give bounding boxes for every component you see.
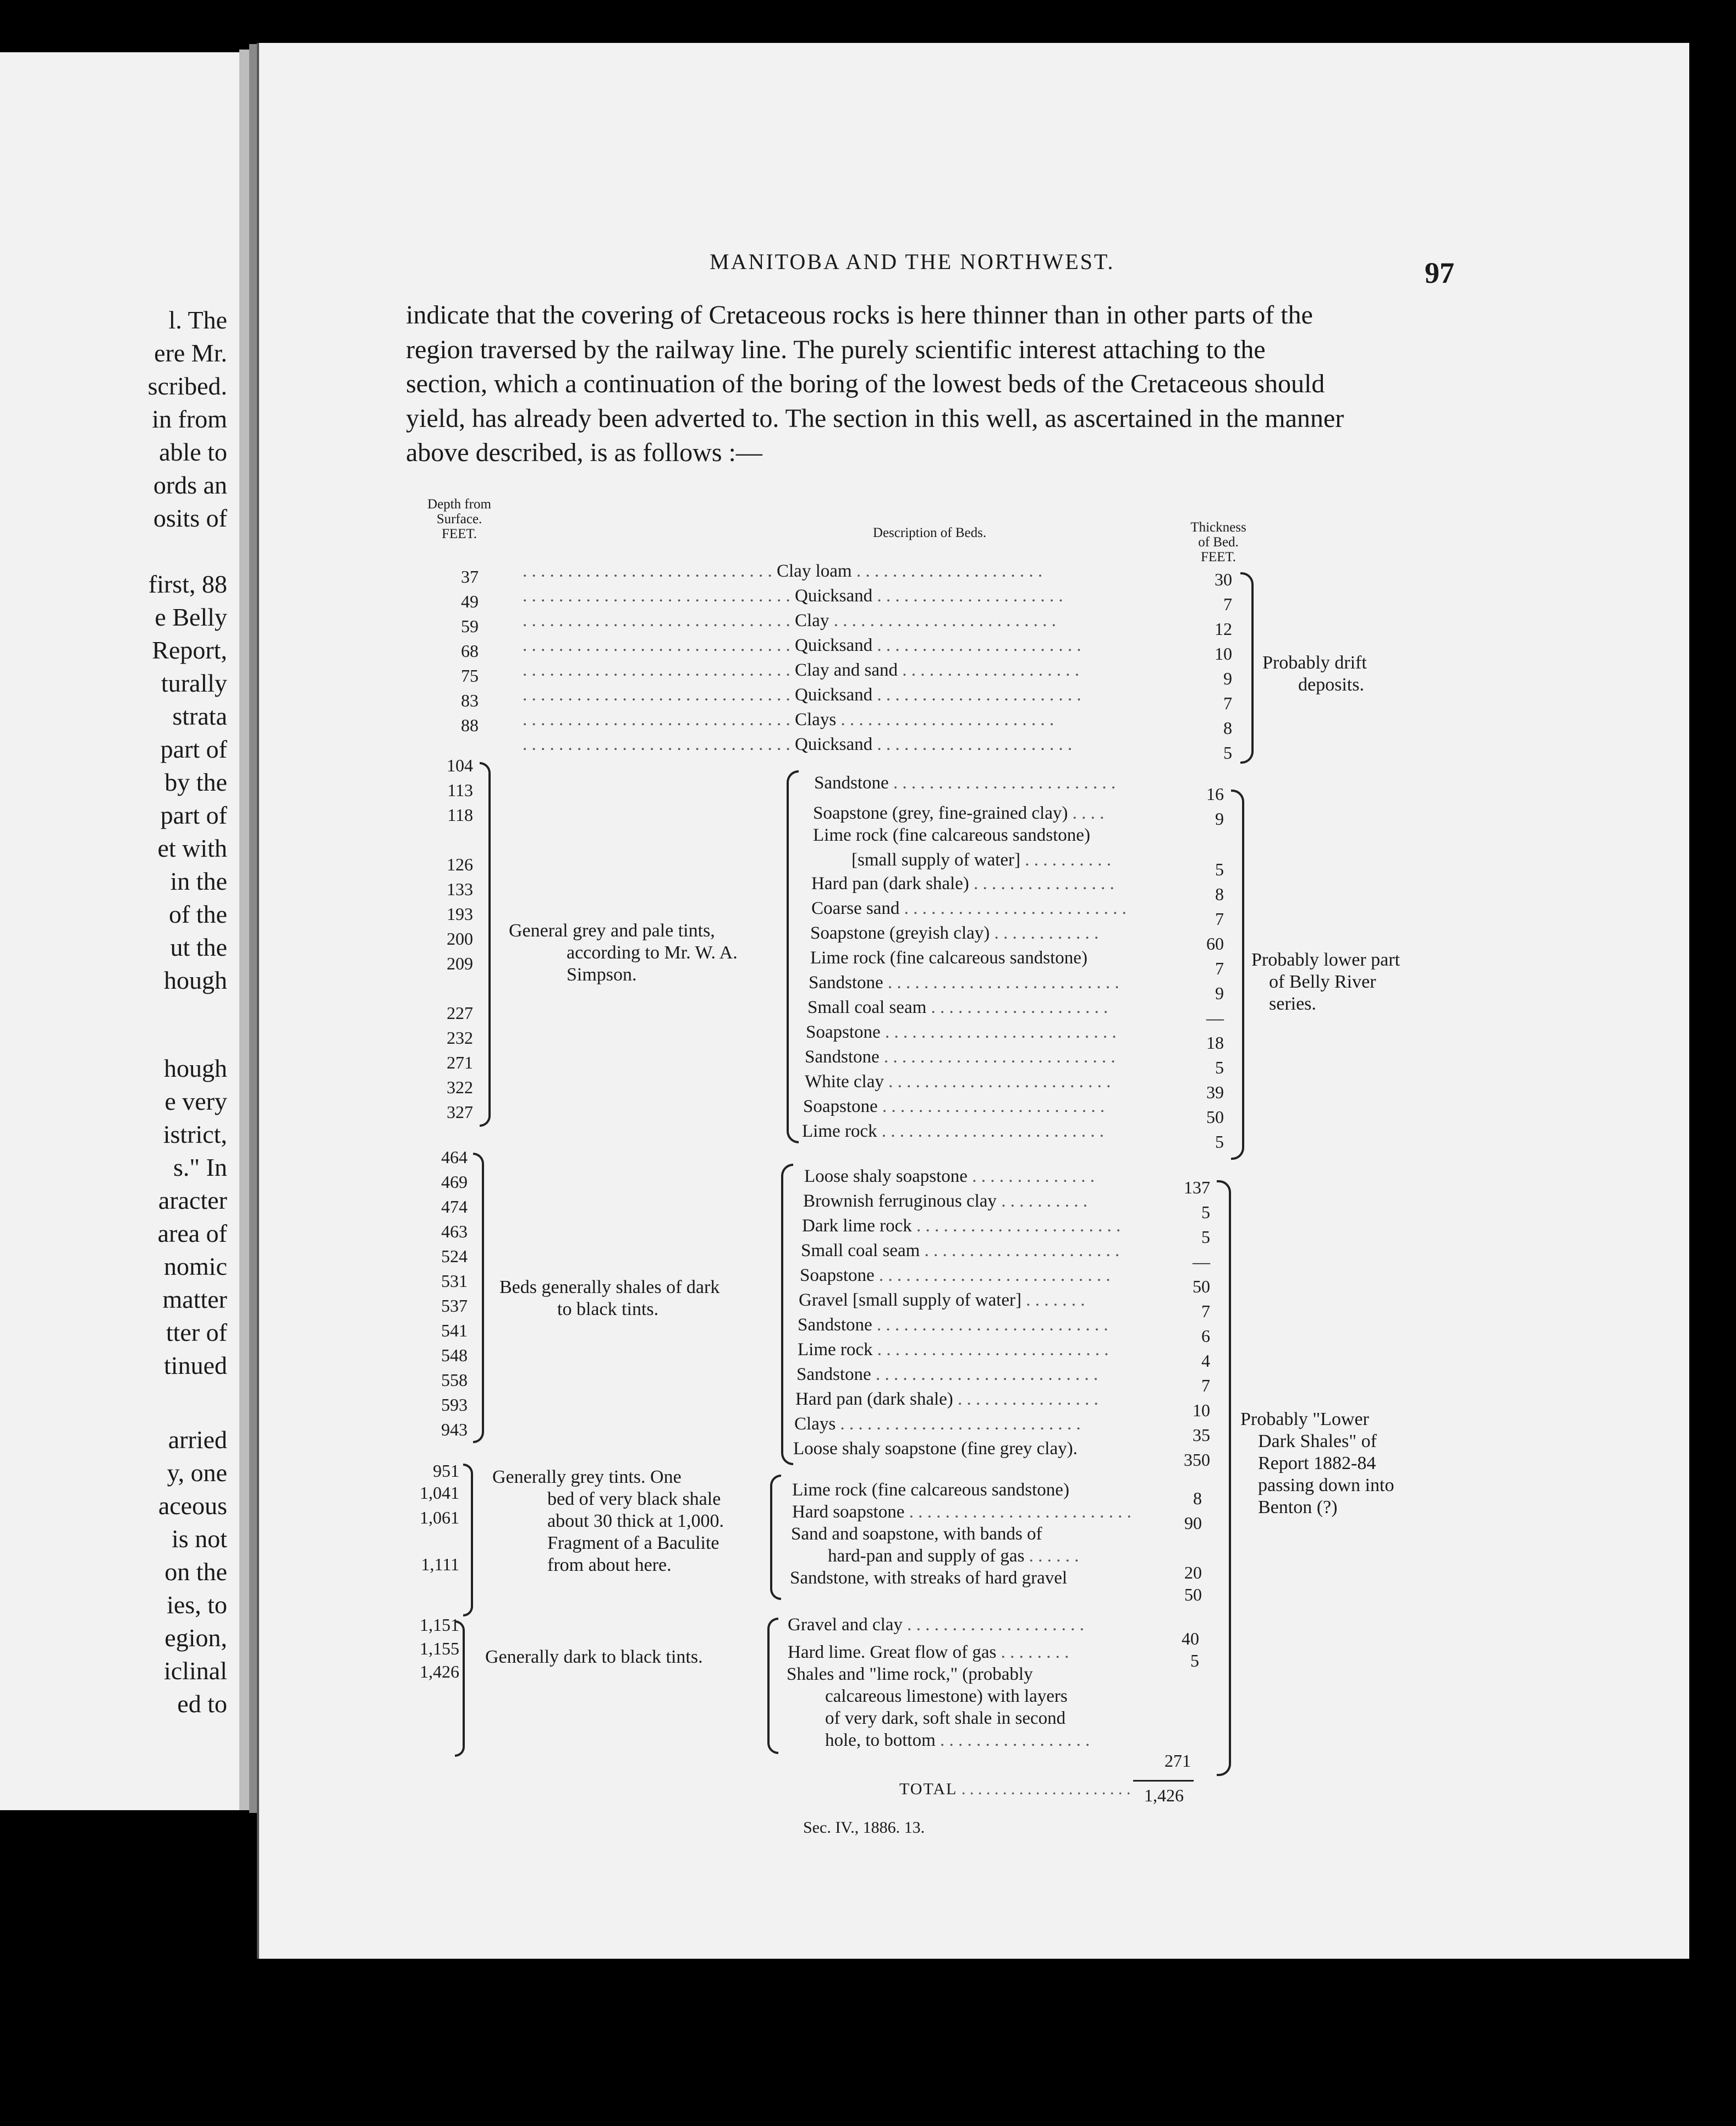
paragraph-line: yield, has already been adverted to. The section in this well, as ascertained in the manner: [406, 404, 1344, 433]
note-line: Benton (?): [1258, 1497, 1338, 1517]
note-line: about 30 thick at 1,000.: [547, 1511, 724, 1531]
note-line: Dark Shales" of: [1258, 1431, 1377, 1451]
depth-value: 88: [461, 715, 479, 735]
thickness-value: 4: [1201, 1351, 1210, 1371]
bed-row: calcareous limestone) with layers: [825, 1686, 1068, 1706]
paragraph-line: above described, is as follows :—: [406, 438, 762, 467]
bed-row: Gravel and clay . . . . . . . . . . . . . . . . . . . .: [788, 1615, 1084, 1635]
thickness-value: 5: [1215, 859, 1224, 879]
left-line: matter: [162, 1285, 227, 1313]
left-line: et with: [157, 834, 227, 862]
left-line: in from: [152, 405, 227, 433]
right-brace: [1231, 790, 1244, 1160]
depth-value: 943: [441, 1420, 468, 1439]
depth-value: 541: [441, 1320, 468, 1340]
thickness-value: 60: [1206, 934, 1224, 954]
left-line: turally: [161, 669, 227, 697]
depth-value: 133: [447, 879, 473, 899]
bed-row: Clays . . . . . . . . . . . . . . . . . . . . . . . . . . .: [794, 1414, 1081, 1434]
depth-value: 322: [447, 1077, 473, 1097]
thickness-value: 7: [1215, 909, 1224, 929]
depth-value: 83: [461, 691, 479, 710]
col-header-line: Depth from: [427, 497, 491, 512]
left-line: ies, to: [167, 1591, 227, 1619]
col-header-line: Thickness: [1190, 520, 1246, 535]
thickness-value: 350: [1184, 1450, 1210, 1470]
bed-row: hard-pan and supply of gas . . . . . .: [828, 1546, 1079, 1566]
depth-value: 227: [447, 1003, 473, 1023]
note-lower-dark-shales: [1240, 1409, 1394, 1519]
bed-row: Sandstone . . . . . . . . . . . . . . . . . . . . . . . . . .: [809, 973, 1119, 993]
bed-row: Sandstone . . . . . . . . . . . . . . . . . . . . . . . . .: [814, 773, 1116, 793]
left-line: scribed.: [147, 372, 227, 400]
depth-value: 1,061: [420, 1508, 459, 1527]
thickness-value: 7: [1223, 594, 1232, 614]
left-line: e very: [164, 1087, 227, 1115]
depth-value: 271: [447, 1053, 473, 1072]
depth-value: 593: [441, 1395, 468, 1415]
depth-value: 463: [441, 1221, 468, 1241]
depth-value: 1,426: [420, 1662, 459, 1681]
bed-row: Soapstone (grey, fine-grained clay) . . . .: [813, 803, 1105, 823]
depth-value: 209: [447, 954, 473, 973]
depth-value: 531: [441, 1271, 468, 1291]
left-brace: [767, 1618, 778, 1754]
left-line: part of: [160, 735, 227, 763]
depth-brace: [455, 1620, 465, 1757]
thickness-value: 5: [1215, 1132, 1224, 1152]
left-line: istrict,: [163, 1120, 227, 1148]
depth-value: 951: [433, 1461, 459, 1481]
page-edge: [249, 44, 257, 1813]
left-line: ed to: [177, 1690, 227, 1718]
left-line: arried: [168, 1426, 227, 1454]
col-header-line: of Bed.: [1198, 535, 1239, 550]
left-brace: [781, 1164, 793, 1465]
bed-row: Brownish ferruginous clay . . . . . . . . . .: [803, 1191, 1087, 1211]
bed-row: [small supply of water] . . . . . . . . . .: [851, 850, 1112, 870]
bed-row: . . . . . . . . . . . . . . . . . . . . . . . . . . . . . . Quicksand . . . . . . . . . . . . . . . . . . . . . . .: [523, 685, 1081, 705]
left-line: tinued: [164, 1351, 227, 1379]
thickness-value: 50: [1184, 1585, 1202, 1604]
left-line: ut the: [170, 933, 227, 961]
note-line: Simpson.: [567, 965, 637, 985]
thickness-value: 7: [1215, 958, 1224, 978]
col-header-thickness: [1166, 520, 1271, 565]
left-line: y, one: [167, 1459, 227, 1487]
note-line: series.: [1269, 994, 1316, 1014]
col-header-line: Surface.: [436, 512, 482, 527]
note-line: from about here.: [547, 1555, 672, 1575]
bed-row: Sandstone, with streaks of hard gravel: [790, 1568, 1068, 1588]
left-line: in the: [170, 867, 227, 895]
thickness-value: 137: [1184, 1177, 1210, 1197]
note-line: Probably "Lower: [1240, 1409, 1369, 1429]
left-line: ords an: [153, 471, 227, 499]
paragraph-line: region traversed by the railway line. The purely scientific interest attaching to the: [406, 335, 1266, 364]
depth-value: 37: [461, 567, 479, 587]
col-header-line: FEET.: [441, 527, 477, 541]
thickness-value: 8: [1223, 718, 1232, 738]
thickness-value: 7: [1223, 693, 1232, 713]
left-line: s." In: [173, 1153, 227, 1181]
depth-value: 68: [461, 641, 479, 661]
left-line: is not: [172, 1525, 227, 1553]
col-header-line: FEET.: [1200, 550, 1237, 565]
thickness-value: 5: [1190, 1651, 1199, 1670]
tint-note: [499, 1276, 719, 1320]
depth-value: 193: [447, 904, 473, 924]
left-line: by the: [164, 768, 227, 796]
thickness-value: 5: [1223, 743, 1232, 763]
depth-brace: [480, 762, 491, 1127]
depth-value: 1,151: [420, 1615, 459, 1635]
thickness-value: 271: [1164, 1751, 1191, 1771]
footer-signature: Sec. IV., 1886. 13.: [803, 1818, 925, 1837]
depth-value: 126: [447, 854, 473, 874]
thickness-value: 6: [1201, 1326, 1210, 1346]
total-value: 1,426: [1144, 1785, 1184, 1805]
depth-value: 1,041: [420, 1483, 459, 1503]
depth-value: 464: [441, 1147, 468, 1167]
note-line: Fragment of a Baculite: [547, 1533, 719, 1553]
bed-row: . . . . . . . . . . . . . . . . . . . . . . . . . . . . . . Quicksand . . . . . . . . . . . . . . . . . . . . .: [523, 586, 1063, 606]
total-rule: [1133, 1780, 1194, 1782]
depth-value: 1,155: [420, 1639, 459, 1658]
note-line: of Belly River: [1269, 972, 1376, 992]
thickness-value: 39: [1206, 1082, 1224, 1102]
bed-row: Sandstone . . . . . . . . . . . . . . . . . . . . . . . . . .: [798, 1315, 1108, 1335]
thickness-value: 5: [1201, 1227, 1210, 1247]
note-line: Generally grey tints. One: [492, 1467, 682, 1487]
left-line: ere Mr.: [154, 339, 227, 367]
note-line: to black tints.: [557, 1299, 659, 1319]
thickness-value: —: [1206, 1008, 1224, 1028]
bed-row: Small coal seam . . . . . . . . . . . . . . . . . . . . . .: [801, 1241, 1120, 1261]
left-line: Report,: [152, 636, 227, 664]
bed-row: Sandstone . . . . . . . . . . . . . . . . . . . . . . . . . .: [805, 1047, 1116, 1067]
left-page-fragment: [0, 52, 243, 1810]
bed-row: Gravel [small supply of water] . . . . . . .: [799, 1290, 1085, 1310]
depth-value: 474: [441, 1197, 468, 1217]
bed-row: Soapstone . . . . . . . . . . . . . . . . . . . . . . . . . .: [800, 1265, 1111, 1285]
bed-row: . . . . . . . . . . . . . . . . . . . . . . . . . . . . . . Clays . . . . . . . . . . . . . . . . . . . . . . . .: [523, 710, 1054, 730]
note-line: Probably drift: [1262, 653, 1367, 673]
depth-value: 118: [447, 805, 473, 825]
paragraph-line: section, which a continuation of the boring of the lowest beds of the Cretaceous should: [406, 369, 1325, 398]
note-line: General grey and pale tints,: [509, 920, 715, 941]
total-row: TOTAL . . . . . . . . . . . . . . . . . . . . .: [899, 1780, 1131, 1798]
thickness-value: 8: [1193, 1488, 1202, 1508]
bed-row: Sandstone . . . . . . . . . . . . . . . . . . . . . . . . .: [796, 1365, 1098, 1384]
bed-row: Small coal seam . . . . . . . . . . . . . . . . . . . .: [807, 998, 1108, 1017]
thickness-value: 35: [1193, 1425, 1210, 1445]
tint-note: [492, 1466, 724, 1576]
thickness-value: 18: [1206, 1033, 1224, 1053]
left-line: osits of: [153, 504, 227, 532]
depth-value: 558: [441, 1370, 468, 1390]
thickness-value: 10: [1193, 1400, 1210, 1420]
bed-row: Coarse sand . . . . . . . . . . . . . . . . . . . . . . . . .: [811, 898, 1127, 918]
left-line: of the: [168, 900, 227, 928]
depth-value: 232: [447, 1028, 473, 1048]
thickness-value: 9: [1223, 669, 1232, 688]
note-line: according to Mr. W. A.: [567, 943, 738, 963]
right-brace: [1217, 1180, 1231, 1776]
left-brace: [770, 1475, 781, 1600]
note-line: Report 1882-84: [1258, 1453, 1376, 1473]
note-line: Probably lower part: [1251, 950, 1400, 970]
bed-row: White clay . . . . . . . . . . . . . . . . . . . . . . . . .: [805, 1072, 1111, 1092]
left-line: iclinal: [164, 1657, 227, 1685]
left-line: hough: [164, 966, 227, 994]
bed-row: . . . . . . . . . . . . . . . . . . . . . . . . . . . . . . Clay and sand . . . . . . . . . . . . . . . . . . . .: [523, 660, 1079, 680]
thickness-value: 30: [1215, 569, 1232, 589]
left-line: egion,: [164, 1624, 227, 1652]
bed-row: . . . . . . . . . . . . . . . . . . . . . . . . . . . . Clay loam . . . . . . . . . . . . . . . . . . . . .: [523, 561, 1043, 581]
page-edge: [239, 50, 249, 1810]
note-line: Beds generally shales of dark: [499, 1277, 720, 1297]
thickness-value: 7: [1201, 1376, 1210, 1395]
bed-row: Hard soapstone . . . . . . . . . . . . . . . . . . . . . . . . .: [792, 1502, 1131, 1522]
col-header-depth: [407, 497, 512, 541]
depth-value: 548: [441, 1345, 468, 1365]
left-line: first, 88: [148, 570, 227, 598]
note-line: deposits.: [1298, 675, 1364, 695]
thickness-value: 90: [1184, 1513, 1202, 1533]
depth-brace: [463, 1464, 473, 1617]
bed-row: Lime rock . . . . . . . . . . . . . . . . . . . . . . . . . .: [798, 1340, 1109, 1360]
bed-row: Soapstone (greyish clay) . . . . . . . . . . . .: [810, 923, 1099, 943]
bed-row: Soapstone . . . . . . . . . . . . . . . . . . . . . . . . .: [803, 1097, 1105, 1116]
bed-row: Lime rock . . . . . . . . . . . . . . . . . . . . . . . . .: [802, 1121, 1105, 1141]
thickness-value: 7: [1201, 1301, 1210, 1321]
left-line: tter of: [166, 1318, 227, 1346]
depth-value: 1,111: [421, 1554, 459, 1574]
thickness-value: 9: [1215, 983, 1224, 1003]
note-drift: [1262, 652, 1367, 696]
bed-row: Soapstone . . . . . . . . . . . . . . . . . . . . . . . . . .: [806, 1022, 1117, 1042]
tint-note: [509, 920, 738, 986]
thickness-value: 50: [1206, 1107, 1224, 1127]
bed-row: Hard pan (dark shale) . . . . . . . . . . . . . . . .: [795, 1389, 1098, 1409]
right-brace: [1240, 572, 1254, 764]
depth-value: 104: [447, 755, 473, 775]
note-belly-river: [1251, 949, 1400, 1015]
depth-value: 327: [447, 1102, 473, 1122]
bed-row: Lime rock (fine calcareous sandstone): [813, 825, 1090, 845]
thickness-value: 5: [1201, 1202, 1210, 1222]
thickness-value: 9: [1215, 809, 1224, 829]
bed-row: Hard pan (dark shale) . . . . . . . . . . . . . . . .: [811, 874, 1114, 894]
left-line: nomic: [164, 1252, 227, 1280]
left-line: e Belly: [155, 603, 227, 631]
depth-brace: [473, 1153, 484, 1443]
page-number: 97: [1425, 256, 1454, 289]
thickness-value: 16: [1206, 784, 1224, 804]
bed-row: Loose shaly soapstone (fine grey clay).: [793, 1439, 1078, 1459]
depth-value: 200: [447, 929, 473, 949]
bed-row: . . . . . . . . . . . . . . . . . . . . . . . . . . . . . . Clay . . . . . . . . . . . . . . . . . . . . . . . . .: [523, 611, 1056, 631]
thickness-value: 40: [1182, 1629, 1199, 1648]
thickness-value: 10: [1215, 644, 1232, 664]
left-line: aracter: [158, 1186, 227, 1214]
thickness-value: 12: [1215, 619, 1232, 639]
thickness-value: 50: [1193, 1276, 1210, 1296]
left-line: part of: [160, 801, 227, 829]
thickness-value: —: [1193, 1252, 1210, 1272]
bed-row: . . . . . . . . . . . . . . . . . . . . . . . . . . . . . . Quicksand . . . . . . . . . . . . . . . . . . . . . . .: [523, 635, 1081, 655]
depth-value: 524: [441, 1246, 468, 1266]
note-line: bed of very black shale: [547, 1489, 721, 1509]
tint-note: Generally dark to black tints.: [485, 1647, 703, 1667]
left-line: strata: [172, 702, 227, 730]
depth-value: 113: [447, 780, 473, 800]
bed-row: of very dark, soft shale in second: [825, 1708, 1066, 1728]
thickness-value: 5: [1215, 1057, 1224, 1077]
thickness-value: 20: [1184, 1563, 1202, 1582]
left-line: able to: [159, 438, 227, 466]
bed-row: Shales and "lime rock," (probably: [787, 1664, 1033, 1684]
left-line: hough: [164, 1054, 227, 1082]
bed-row: Dark lime rock . . . . . . . . . . . . . . . . . . . . . . .: [802, 1216, 1121, 1236]
bed-row: Lime rock (fine calcareous sandstone): [792, 1480, 1069, 1500]
left-line: area of: [157, 1219, 227, 1247]
depth-value: 75: [461, 666, 479, 686]
left-line: on the: [164, 1558, 227, 1586]
depth-value: 59: [461, 616, 479, 636]
bed-row: Lime rock (fine calcareous sandstone): [810, 948, 1087, 968]
bed-row: hole, to bottom . . . . . . . . . . . . . . . . .: [825, 1730, 1090, 1750]
running-header: MANITOBA AND THE NORTHWEST.: [710, 249, 1115, 274]
depth-value: 537: [441, 1296, 468, 1316]
depth-value: 469: [441, 1172, 468, 1192]
left-line: l. The: [168, 306, 227, 334]
bed-row: Hard lime. Great flow of gas . . . . . . . .: [788, 1642, 1069, 1662]
paragraph-line: indicate that the covering of Cretaceous rocks is here thinner than in other parts of the: [406, 300, 1313, 330]
bed-row: . . . . . . . . . . . . . . . . . . . . . . . . . . . . . . Quicksand . . . . . . . . . . . . . . . . . . . . . .: [523, 735, 1073, 754]
left-brace: [787, 770, 799, 1143]
thickness-value: 8: [1215, 884, 1224, 904]
note-line: passing down into: [1258, 1475, 1394, 1495]
bed-row: Loose shaly soapstone . . . . . . . . . . . . . .: [804, 1166, 1095, 1186]
col-header-description: Description of Beds.: [872, 525, 987, 540]
depth-value: 49: [461, 591, 479, 611]
bed-row: Sand and soapstone, with bands of: [791, 1524, 1042, 1544]
left-line: aceous: [158, 1492, 227, 1520]
